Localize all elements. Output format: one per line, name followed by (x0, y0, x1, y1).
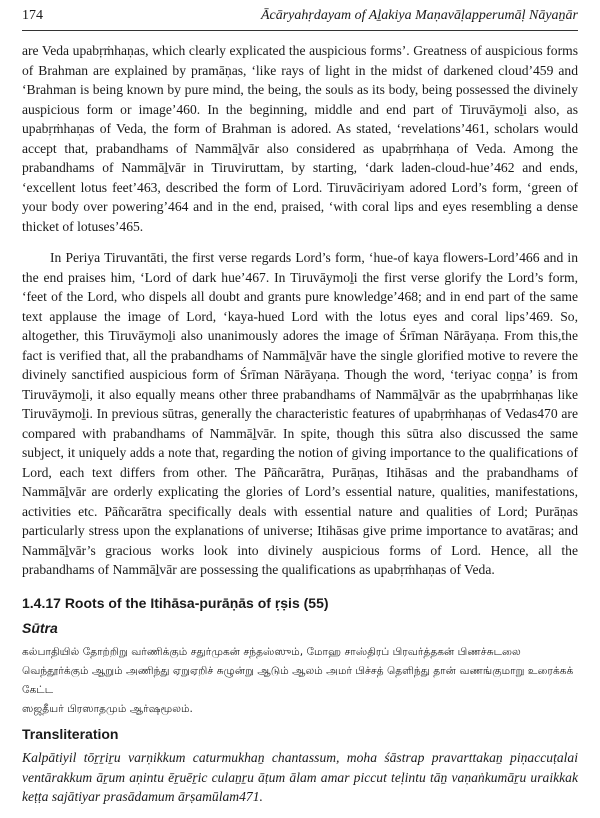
sutra-line: ஸஜதீயர் பிரஸாதமும் ஆர்ஷமூலம். (22, 702, 193, 715)
running-header (22, 6, 578, 28)
sutra-heading: Sūtra (22, 620, 58, 636)
sutra-line: கல்பாதியில் தோற்றிறு வர்ணிக்கும் சதுர்முகன் சந்தஸ்ஸும், மோஹ சாஸ்திரப் பிரவர்த்தகன் பிணச்சுடலை (22, 645, 521, 658)
sutra-line: வெந்தூர்க்கும் ஆறும் அணிந்து ஏறுஏறிச் சுழுன்று ஆடும் ஆலம் அமர் பிச்சத் தெளிந்து தான் வணங்குமாறு உரைக்கக் கேட்ட (22, 664, 574, 696)
running-title: Ācāryahṛdayam of Aḻakiya Maṇavāḷapperumāḷ Nāyaṉār (260, 8, 578, 23)
sutra-tamil-text (22, 643, 578, 719)
header-rule (22, 30, 578, 31)
paragraph-1: are Veda upabṛṁhaṇas, which clearly explicated the auspicious forms’. Greatness of auspicious forms of Brahman are explained by pramāṇas, ‘like rays of light in the midst of darkened cloud’459 and ‘Brahman is being known by pure mind, the being, the souls as its body, being possessed the divinely auspicious form or image’460. In the beginning, middle and end part of Tiruvāymoḻi also, as upabṛṁhaṇas of Veda, the form of Brahman is adored. As stated, ‘revelations’461, scholars would accept that, prabandhams of Nammāḻvār also considered as upabṛṁhaṇa of Veda. Among the prabandhams of Nammāḻvār in Tiruviruttam, by starting, ‘dark laden-cloud-hue’462 and ends, ‘excellent lotus feet’463, described the form of Lord. Tiruvāciriyam adored Lord’s form, ‘green of your body over powering’464 and in the end, praised, ‘with coral lips and eyes resembling a dense thicket of lotuses’465. (22, 43, 578, 234)
paragraph-2: In Periya Tiruvantāti, the first verse regards Lord’s form, ‘hue-of kaya flowers-Lord’466 and in the end praises him, ‘Lord of dark hue’467. In Tiruvāymoḻi the first verse glorify the Lord’s form, ‘feet of the Lord, who dispels all doubt and grants pure knowledge’468; and in end part of the same text applause the image of Lord, ‘kaya-hued Lord with the lotus eyes and coral lips’469. So, altogether, this Tiruvāymoḻi also unanimously adores the image of Śrīman Nārāyaṇa. From this,the fact is verified that, all the prabandhams of Nammāḻvār have the single glorified motive to revere the divinely sanctified auspicious form of Śrīman Nārāyaṇa. Though the word, ‘teriyac coṉṉa’ is from Tiruvāymoḻi, it also equally means other three prabandhams of Nammāḻvār as the upabṛṁhaṇas like Tiruvāymoḻi. In previous sūtras, generally the characteristic features of upabṛṁhaṇas of Vedas470 are compared with prabandhams of Nammāḻvār. In spite, though this sūtra also discussed the same subject, it uniquely adds a note that, regarding the notion of giving importance to the qualifications of Lord, each text differs from other. The Pāñcarātra, Purāṇas, Itihāsas and the prabandhams of Nammāḻvār are orderly explicating the glories of Lord’s essential nature, qualities, manifestations, activities etc. Pāñcarātra specifically deals with essential nature and qualities of Lord; Purāṇas particularly stress upon the explanations of universe; Itihāsas give prime importance to avatāras; and Nammāḻvār’s gracious works look into divinely auspicious forms of Lord. Hence, all the prabandhams of Nammāḻvār are possessing the qualifications as upabṛṁhaṇas of Veda. (22, 250, 578, 577)
section-heading: 1.4.17 Roots of the Itihāsa-purāṇās of ṛṣis (55) (22, 594, 329, 611)
transliteration-text: Kalpātiyil tōṟṟiṟu varṇikkum caturmukhaṉ chantassum, moha śāstrap pravarttakaṉ piṇaccuṭalai ventārakkum āṟum aṇintu ēṟuēṟic culaṉṟu āṭum ālam amar piccut teḷintu tāṉ vaṇaṅkumāṟu uraikkak keṭṭa sajātiyar prasādamum ārṣamūlam471. (22, 750, 578, 804)
transliteration-heading: Transliteration (22, 725, 119, 742)
page-number: 174 (22, 8, 43, 23)
